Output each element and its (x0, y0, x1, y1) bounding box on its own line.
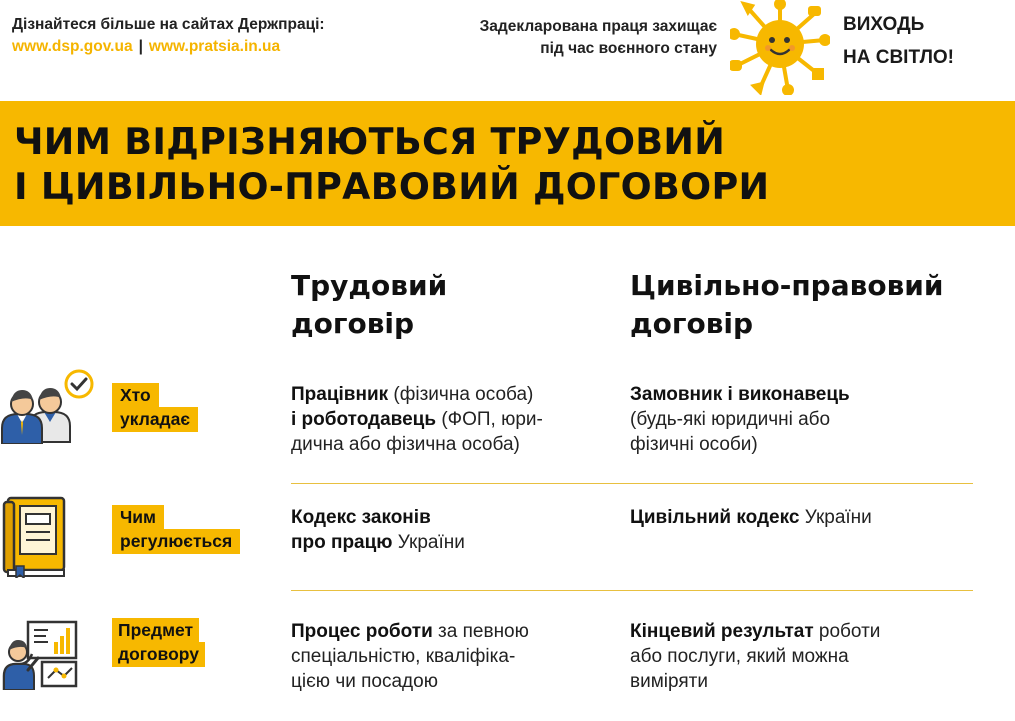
header-info (12, 14, 325, 58)
text-bold: про працю (291, 532, 393, 553)
text-bold: Замовник і виконавець (630, 384, 850, 405)
labor-heading-line-2: договір (291, 307, 415, 340)
title-banner (0, 101, 1015, 226)
presentation-chart-icon (2, 620, 78, 690)
pratsia-link[interactable]: www.pratsia.in.ua (148, 38, 281, 55)
row-label-subject-line-2: договору (112, 642, 205, 667)
civil-regulation-cell (630, 505, 1000, 530)
text: України (392, 532, 465, 553)
slogan-line-2: під час воєнного стану (540, 40, 717, 57)
text-bold: Процес роботи (291, 621, 433, 642)
labor-heading-line-1: Трудовий (291, 269, 448, 302)
code-book-icon (2, 496, 68, 578)
text: або послуги, який можна (630, 646, 849, 667)
row-divider (291, 483, 973, 484)
civil-who-cell (630, 382, 1000, 457)
text: України (799, 507, 872, 528)
campaign-line-2: НА СВІТЛО! (843, 47, 955, 68)
campaign-line-1: ВИХОДЬ (843, 14, 925, 35)
labor-subject-cell (291, 619, 611, 694)
sun-mascot-icon (730, 0, 830, 95)
row-label-regulation (112, 505, 240, 554)
text-bold: і роботодавець (291, 409, 437, 430)
text: виміряти (630, 671, 708, 692)
civil-contract-heading (630, 267, 1010, 343)
row-label-regulation-line-2: регулюється (112, 529, 240, 554)
header-info-text: Дізнайтеся більше на сайтах Держпраці: (12, 16, 325, 33)
text: цією чи посадою (291, 671, 438, 692)
header-slogan (405, 16, 717, 60)
text: за певною (432, 621, 529, 642)
row-label-who-line-2: укладає (112, 407, 198, 432)
text: спеціальністю, кваліфіка- (291, 646, 516, 667)
title-line-1: ЧИМ ВІДРІЗНЯЮТЬСЯ ТРУДОВИЙ (14, 120, 726, 163)
row-label-who (112, 383, 198, 432)
page-title (14, 119, 769, 209)
text-bold: Працівник (291, 384, 389, 405)
labor-contract-heading (291, 267, 591, 343)
two-people-check-icon (0, 368, 100, 444)
text: дична або фізична особа) (291, 434, 520, 455)
text: (фізична особа) (388, 384, 534, 405)
text: (будь-які юридичні або (630, 409, 831, 430)
civil-subject-cell (630, 619, 1000, 694)
text-bold: Кодекс законів (291, 507, 431, 528)
row-label-subject (112, 618, 205, 667)
text-bold: Кінцевий результат (630, 621, 814, 642)
dsp-link[interactable]: www.dsp.gov.ua (12, 38, 133, 55)
civil-heading-line-2: договір (630, 307, 754, 340)
civil-heading-line-1: Цивільно-правовий (630, 269, 944, 302)
text: фізичні особи) (630, 434, 758, 455)
row-label-subject-line-1: Предмет (112, 618, 199, 643)
title-line-2: І ЦИВІЛЬНО-ПРАВОВИЙ ДОГОВОРИ (14, 165, 770, 208)
labor-who-cell (291, 382, 611, 457)
row-divider (291, 590, 973, 591)
text-bold: Цивільний кодекс (630, 507, 800, 528)
campaign-slogan (843, 8, 954, 74)
link-separator: | (138, 38, 143, 55)
row-label-regulation-line-1: Чим (112, 505, 164, 530)
slogan-line-1: Задекларована праця захищає (479, 18, 717, 35)
labor-regulation-cell (291, 505, 611, 555)
text: (ФОП, юри- (436, 409, 543, 430)
text: роботи (813, 621, 881, 642)
row-label-who-line-1: Хто (112, 383, 159, 408)
